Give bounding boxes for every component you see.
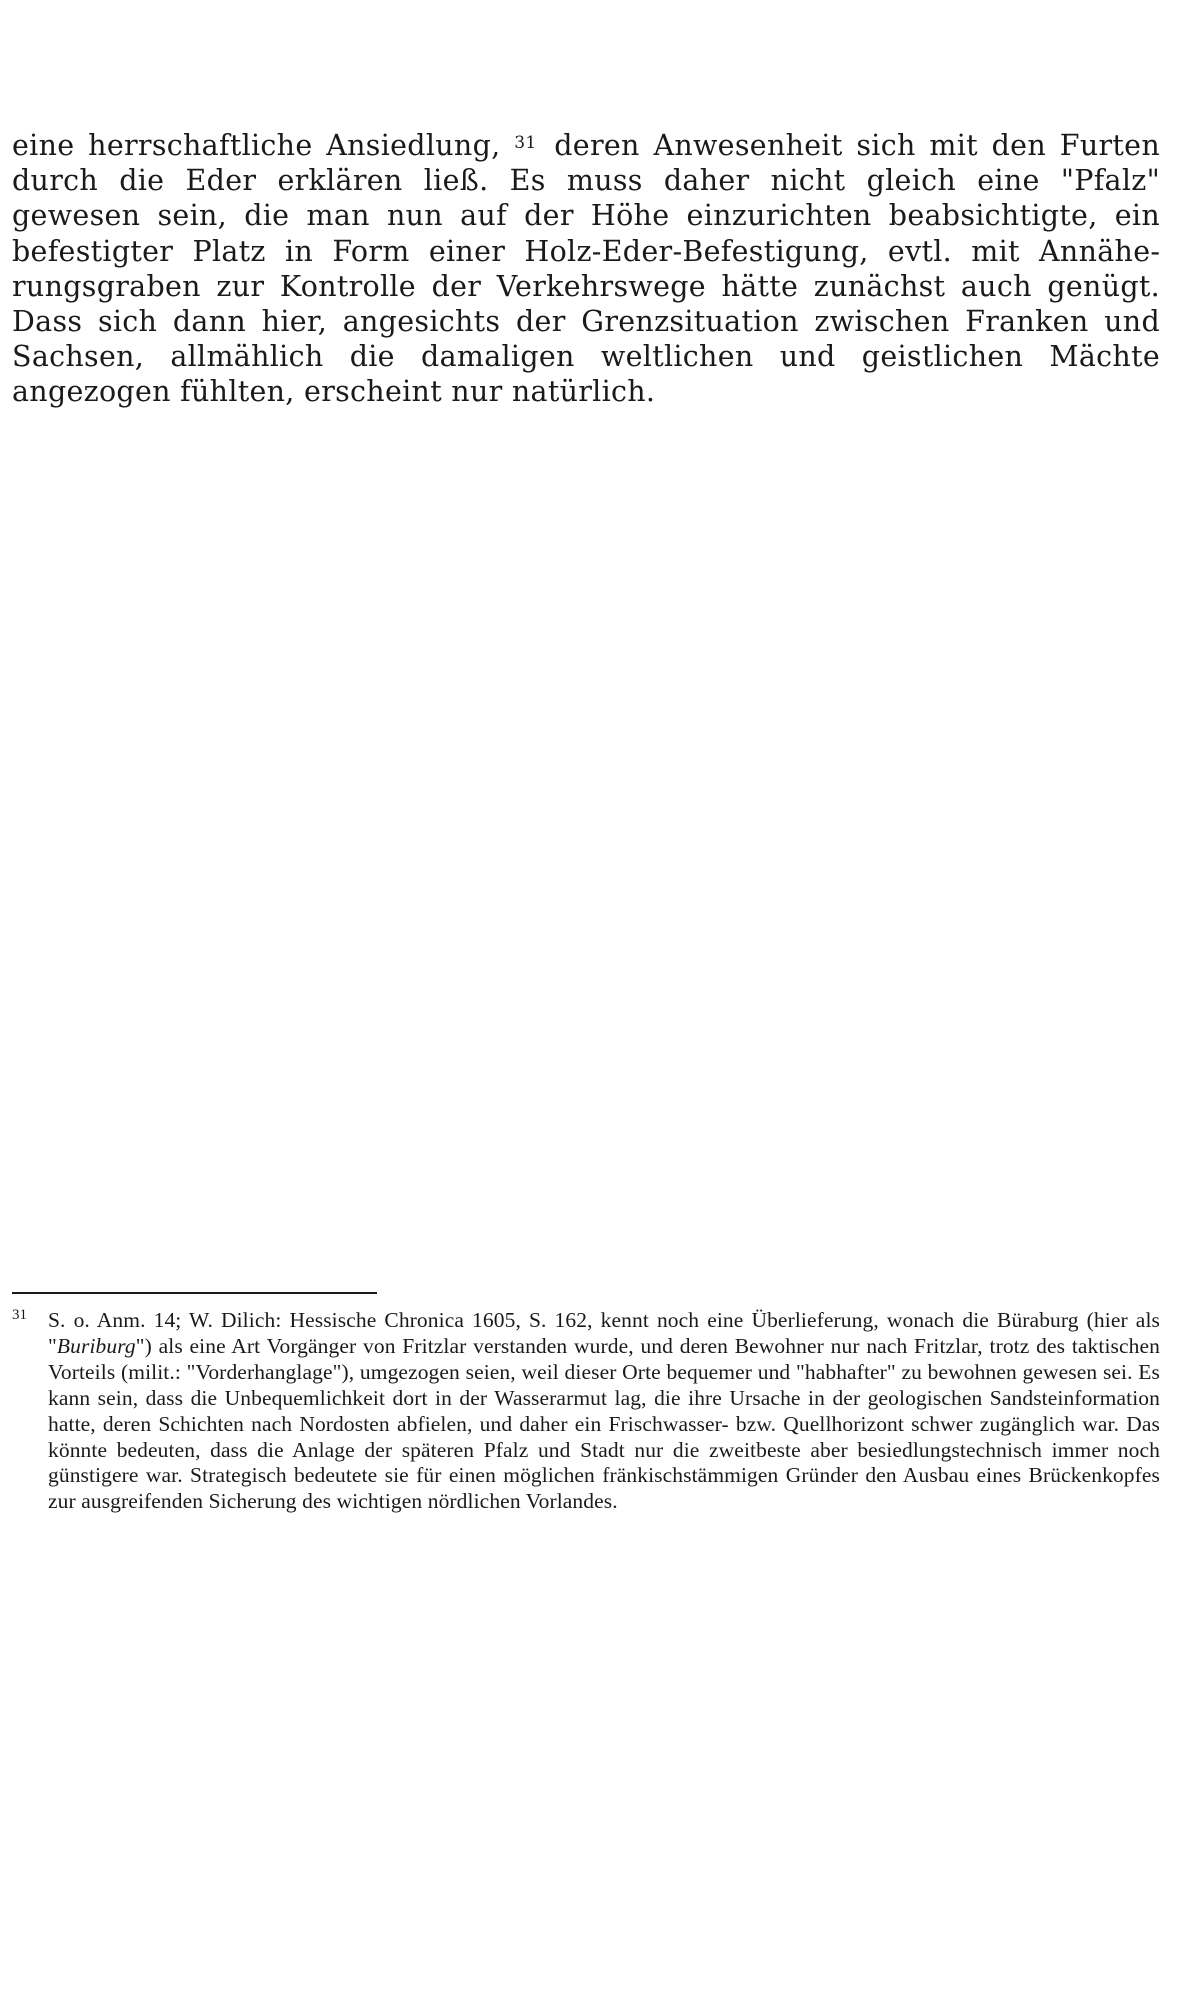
footnote-reference[interactable]: 31 — [514, 133, 537, 153]
paragraph-text-part1: eine herrschaftliche Ansiedlung, — [12, 129, 501, 162]
paragraph-text-part2: deren Anwesenheit sich mit den Furten durch die Eder erklären ließ. Es muss daher nicht gleich eine "Pfalz" gewesen sein, die man nun auf der Höhe einzurichten beabsichtigte, ein befestigter Platz in Form einer Holz-Eder-Befestigung, evtl. mit Annäherungsgraben zur Kontrolle der Verkehrswege hätte zunächst auch genügt. Dass sich dann hier, angesichts der Grenzsituation zwischen Franken und Sachsen, allmählich die damaligen weltlichen und geistlichen Mächte angezogen fühlten, erscheint nur natürlich. — [12, 129, 1160, 409]
footnote — [12, 1308, 1160, 1515]
footnote-separator — [12, 1292, 377, 1294]
footnote-text — [48, 1308, 1160, 1515]
body-paragraph — [12, 128, 1160, 410]
footnote-italic-word: Buriburg — [56, 1333, 136, 1358]
footnote-text-part1: S. o. Anm. 14; W. Dilich: Hessische Chronica 1605, S. 162, kennt noch eine Überlieferung, wonach die Büraburg (hier als " — [48, 1308, 1160, 1358]
footnote-number: 31 — [12, 1307, 27, 1323]
footnote-text-part2: ") als eine Art Vorgänger von Fritzlar verstanden wurde, und deren Bewohner nur nach Fritzlar, trotz des taktischen Vorteils (milit.: "Vorderhanglage"), umgezogen seien, weil dieser Orte bequemer und "habhafter" zu bewohnen gewesen sei. Es kann sein, dass die Unbequemlichkeit dort in der Wasserarmut lag, die ihre Ursache in der geologischen Sandsteinformation hatte, deren Schichten nach Nordosten abfielen, und daher ein Frischwasser- bzw. Quellhorizont schwer zugänglich war. Das könnte bedeuten, dass die Anlage der späteren Pfalz und Stadt nur die zweitbeste aber besiedlungstechnisch immer noch günstigere war. Strategisch bedeutete sie für einen möglichen fränkischstämmigen Gründer den Ausbau eines Brückenkopfes zur ausgreifenden Sicherung des wichtigen nördlichen Vorlandes. — [48, 1333, 1160, 1514]
